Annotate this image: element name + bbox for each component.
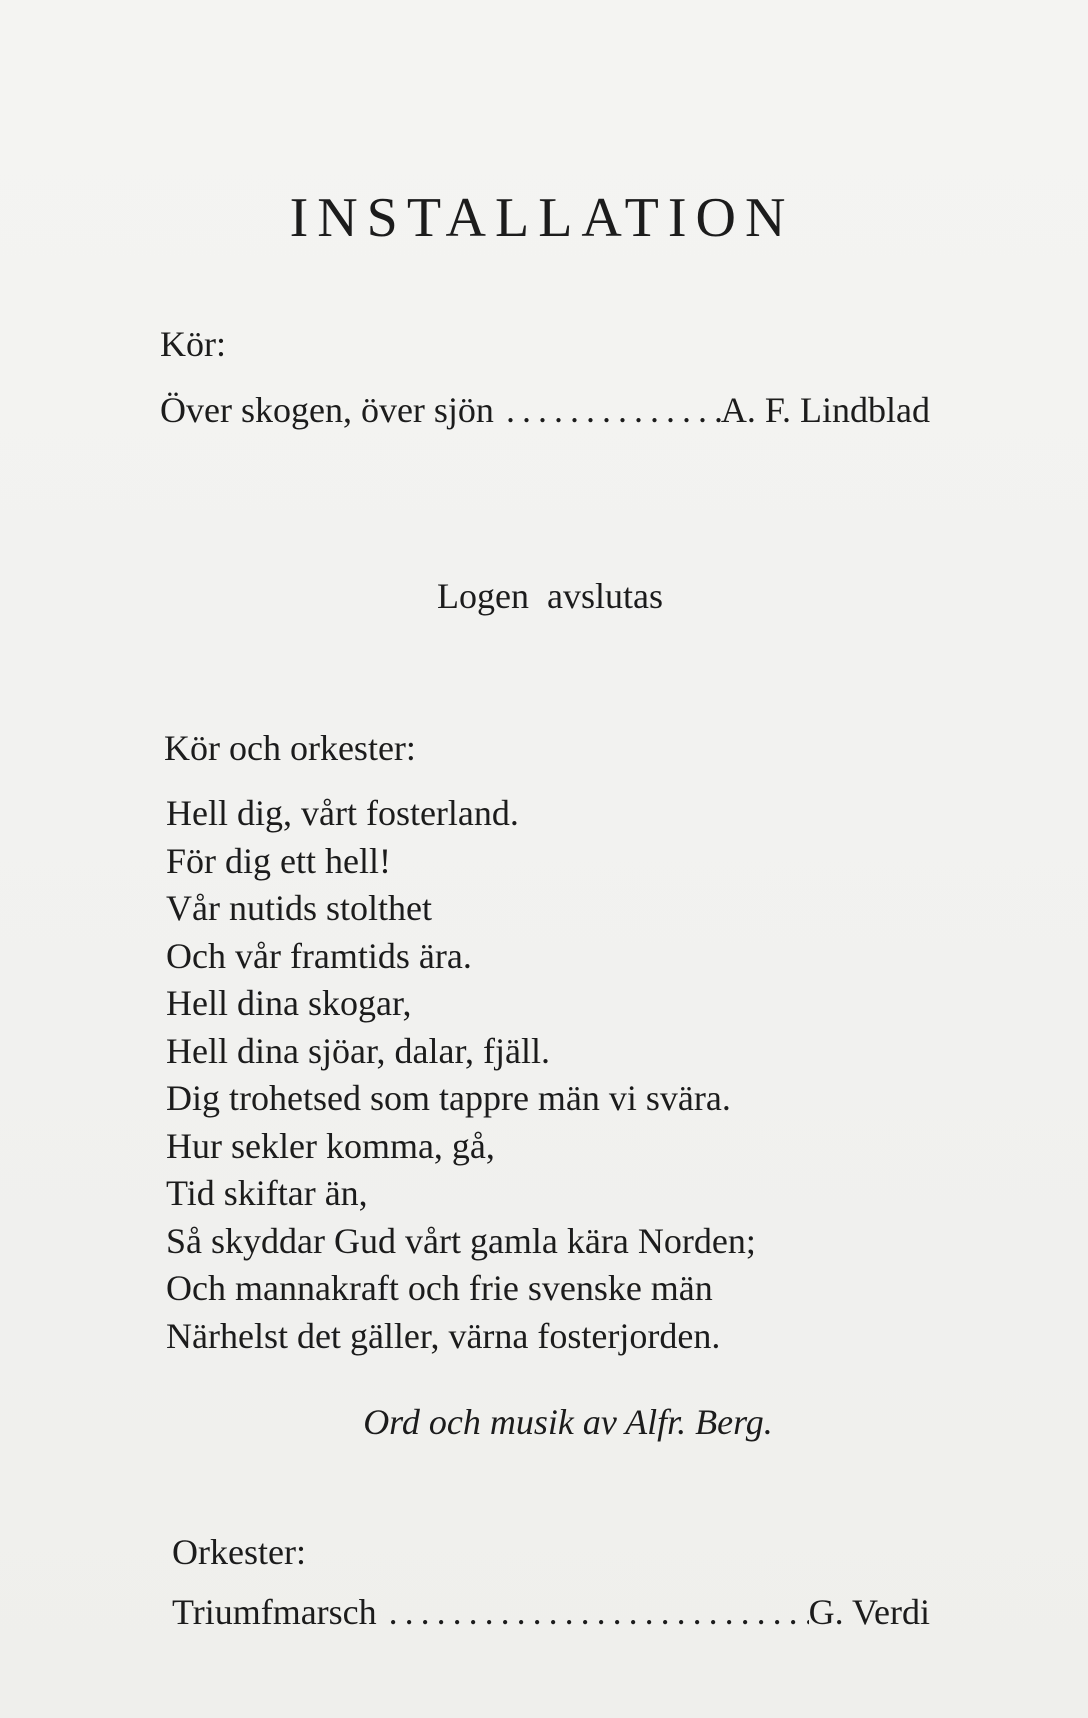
lyric-line: Vår nutids stolthet: [166, 888, 432, 928]
lyric-line: Och mannakraft och frie svenske män: [166, 1268, 713, 1308]
lyric-line: Hur sekler komma, gå,: [166, 1125, 495, 1166]
song-lyrics: [166, 790, 756, 1360]
section-label-choir: Kör:: [160, 324, 226, 364]
dot-leader: [377, 1594, 809, 1630]
composer-name: G. Verdi: [808, 1592, 930, 1632]
program-entry-triumfmarsch: [172, 1594, 930, 1630]
composer-name: A. F. Lindblad: [720, 390, 930, 430]
lyric-line: Hell dina skogar,: [166, 983, 412, 1023]
lyric-line: Hell dina sjöar, dalar, fjäll.: [166, 1030, 550, 1071]
lyric-line: Så skyddar Gud vårt gamla kära Norden;: [166, 1220, 756, 1261]
lyric-line: För dig ett hell!: [166, 840, 391, 881]
dot-leader: [494, 392, 721, 428]
lyric-line: Tid skiftar än,: [166, 1173, 368, 1213]
section-label-orchestra: Orkester:: [172, 1532, 306, 1572]
work-title: Triumfmarsch: [172, 1592, 377, 1632]
page-title: INSTALLATION: [289, 186, 795, 249]
lyric-line: Dig trohetsed som tappre män vi svära.: [166, 1078, 731, 1118]
lyric-line: Och vår framtids ära.: [166, 935, 472, 976]
song-credit: Ord och musik av Alfr. Berg.: [363, 1402, 773, 1442]
section-label-choir-orchestra: Kör och orkester:: [164, 728, 416, 768]
work-title: Över skogen, över sjön: [160, 390, 494, 430]
lyric-line: Hell dig, vårt fosterland.: [166, 793, 519, 833]
program-entry-over-skogen: [160, 392, 930, 428]
interlude-note: Logen avslutas: [437, 576, 663, 616]
lyric-line: Närhelst det gäller, värna fosterjorden.: [166, 1315, 721, 1356]
